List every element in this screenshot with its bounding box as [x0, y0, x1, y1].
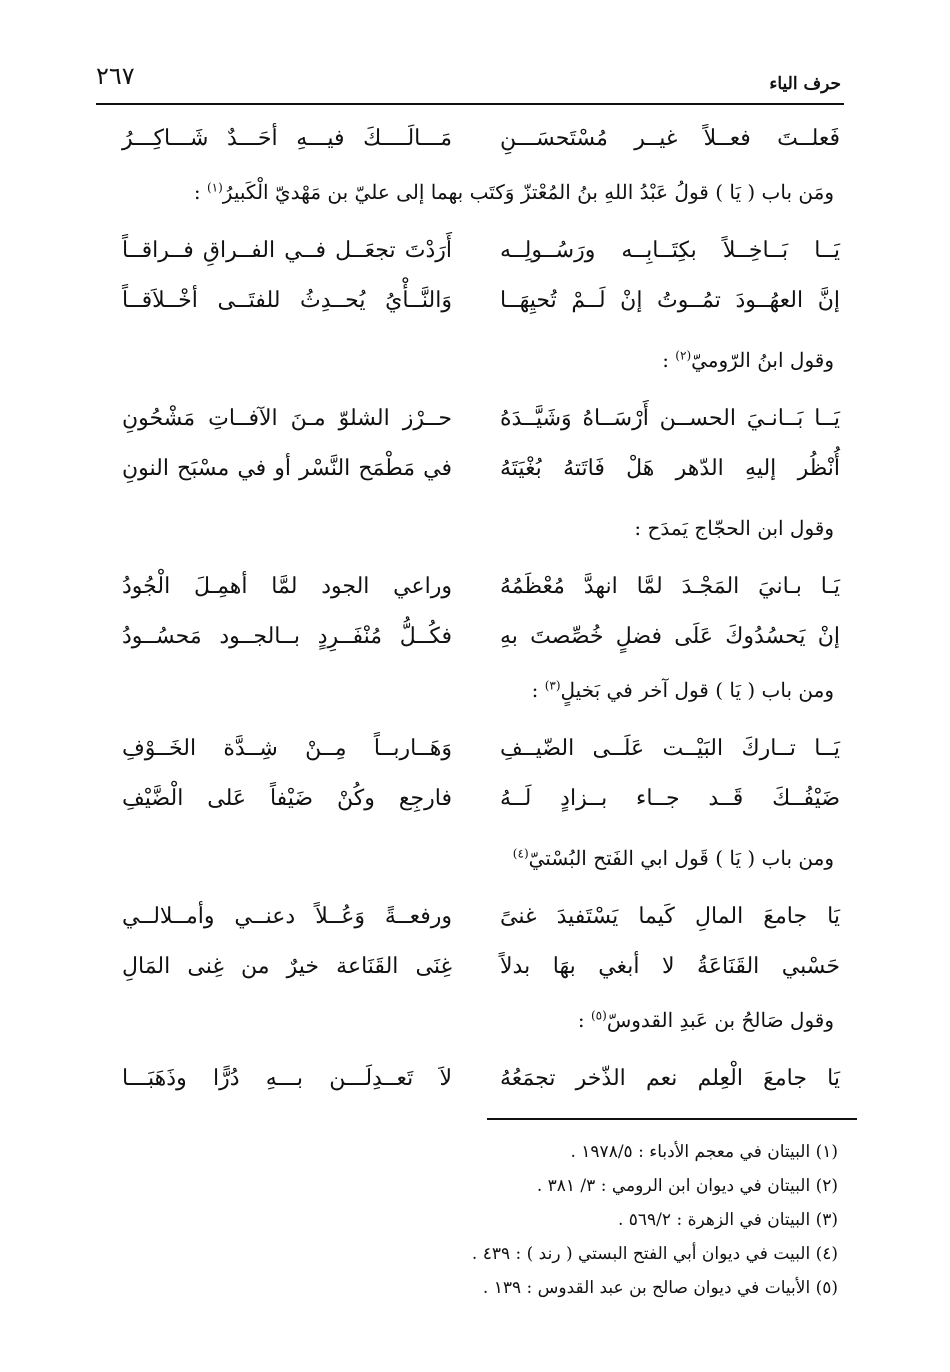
footnote-ref: (٤) [512, 846, 529, 861]
intro-line [110, 996, 840, 1058]
footnote-item: (٤) البيت في ديوان أبي الفتح البستي ( رند ) : ٤٣٩ . [471, 1244, 838, 1264]
verse-line [110, 280, 840, 330]
footnote-ref: (٢) [675, 348, 692, 363]
verse-second-hemistich: أَرَدْتَ تجعَــل فــي الفــراقِ فــراقــاً [122, 238, 452, 263]
intro-text: ومن باب ( يَا ) قول آخر في بَخيلٍ [560, 678, 834, 702]
intro-text: وقول ابنُ الرّوميّ [691, 348, 834, 372]
footnote-ref: (١) [206, 180, 223, 195]
intro-colon: : [662, 348, 676, 372]
verse-first-hemistich: يَــا بَــانـيَ الحســن أَرْسَــاهُ وَشَيَّــدَهُ [500, 406, 840, 431]
verse-line [110, 946, 840, 996]
verse-line [110, 118, 840, 168]
verse-second-hemistich: لاَ تَعــدِلَـــن بـــهِ دُرًّا وذَهَبَـــا [122, 1066, 452, 1091]
verse-first-hemistich: إنْ يَحسُدُوكَ عَلَى فضلٍ خُصِّصتَ بهِ [500, 624, 840, 649]
footnote-item: (١) البيتان في معجم الأدباء : ١٩٧٨/٥ . [570, 1142, 838, 1162]
verse-line [110, 778, 840, 828]
verse-line [110, 1058, 840, 1108]
intro-line [110, 504, 840, 566]
verse-line [110, 616, 840, 666]
intro-text: ومن باب ( يَا ) قَول ابي الفَتح البُسْتيّ [528, 846, 834, 870]
footnote-item: (٢) البيتان في ديوان ابن الرومي : ٣/ ٣٨١ . [536, 1176, 838, 1196]
verse-first-hemistich: حَسْبي القَنَاعَةُ لا أبغي بهَا بدلاً [500, 954, 840, 979]
footnotes [318, 1135, 838, 1305]
verse-first-hemistich: يَا جامعَ المالِ كَيما يَسْتَفيدَ غنىً [500, 904, 840, 929]
footnote-item: (٥) الأبيات في ديوان صالح بن عبد القدوس : ١٣٩ . [482, 1278, 838, 1298]
intro-text: وقول ابن الحجّاج يَمدَح : [634, 516, 834, 540]
verse-second-hemistich: مَـــالَــــكَ فيـــهِ أحَـــدٌ شَـــاكِـــرُ [122, 126, 452, 151]
page-body [110, 118, 840, 1108]
verse-second-hemistich: فكُــلُّ مُنْفَــرِدٍ بــالجــود مَحسُــودُ [122, 624, 452, 649]
page-number: ٢٦٧ [96, 62, 135, 90]
verse-second-hemistich: ورفعــةً وَعُــلاً دعنــي وأمــلالــي [122, 904, 452, 929]
verse-second-hemistich: غِنَى القَنَاعة خيرٌ من غِنى المَالِ [122, 954, 452, 979]
intro-line [110, 834, 840, 896]
intro-text: وقول صَالحُ بن عَبدِ القدوسّ [606, 1008, 834, 1032]
verse-first-hemistich: فَعلــتَ فعــلاً غيــر مُسْتَحسَـــنِ [500, 126, 840, 151]
verse-first-hemistich: إنَّ العهُــودَ تمُــوتُ إنْ لَــمْ تُحيِهَــا [500, 288, 840, 313]
verse-second-hemistich: وَالنَّــأْيُ يُحــدِثُ للفتَــى أخْــلاَقــاً [122, 288, 452, 313]
intro-colon: : [193, 180, 207, 204]
verse-line [110, 566, 840, 616]
verse-second-hemistich: فارجِع وكُنْ ضَيْفاً عَلى الْضَّيْفِ [122, 786, 452, 811]
verse-first-hemistich: أُنْظُر إليهِ الدّهر هَلْ فَاتَتهُ بُغْيَتَهُ [500, 456, 840, 481]
verse-line [110, 448, 840, 498]
verse-line [110, 728, 840, 778]
verse-first-hemistich: يَــا بَــاخِــلاً بكِتَــابِــه ورَسُــولِــه [500, 238, 840, 263]
intro-colon: : [531, 678, 545, 702]
intro-line [110, 168, 840, 230]
verse-line [110, 896, 840, 946]
footnote-item: (٣) البيتان في الزهرة : ٥٦٩/٢ . [617, 1210, 838, 1230]
verse-first-hemistich: يَـا بـانيَ المَجْـدَ لمَّا انهدَّ مُعْظَمُهُ [500, 574, 840, 599]
verse-second-hemistich: وراعي الجود لمَّا أهمِـلَ الْجُودُ [122, 574, 452, 599]
verse-line [110, 230, 840, 280]
page-header [96, 62, 841, 102]
verse-first-hemistich: ضَيْفُــكَ قَــد جــاء بــزادٍ لَــهُ [500, 786, 840, 811]
intro-line [110, 336, 840, 398]
verse-second-hemistich: في مَطْمَح النَّسْر أو في مسْبَح النونِ [122, 456, 452, 481]
intro-text: ومَن باب ( يَا ) قولُ عَبْدُ اللهِ بنُ المُعْتزّ وَكتَب بهما إلى عليّ بن مَهْديّ الْكَبيرُ [222, 180, 834, 204]
verse-first-hemistich: يَــا تــاركَ البَيْــت عَلَــى الضّيــفِ [500, 736, 840, 761]
verse-second-hemistich: وَهَــاربــاً مِــنْ شِــدَّة الخَــوْفِ [122, 736, 452, 761]
footnote-ref: (٥) [590, 1008, 607, 1023]
intro-colon: : [577, 1008, 591, 1032]
footnote-ref: (٣) [544, 678, 561, 693]
verse-first-hemistich: يَا جامعَ الْعِلم نعم الذّخر تجمَعُهُ [500, 1066, 840, 1091]
footnote-divider [487, 1118, 857, 1120]
verse-second-hemistich: حــرْز الشلوّ مـنَ الآفــاتِ مَشْحُونِ [122, 406, 452, 431]
header-divider [96, 103, 844, 105]
verse-line [110, 398, 840, 448]
chapter-title: حرف الياء [769, 74, 841, 94]
intro-line [110, 666, 840, 728]
